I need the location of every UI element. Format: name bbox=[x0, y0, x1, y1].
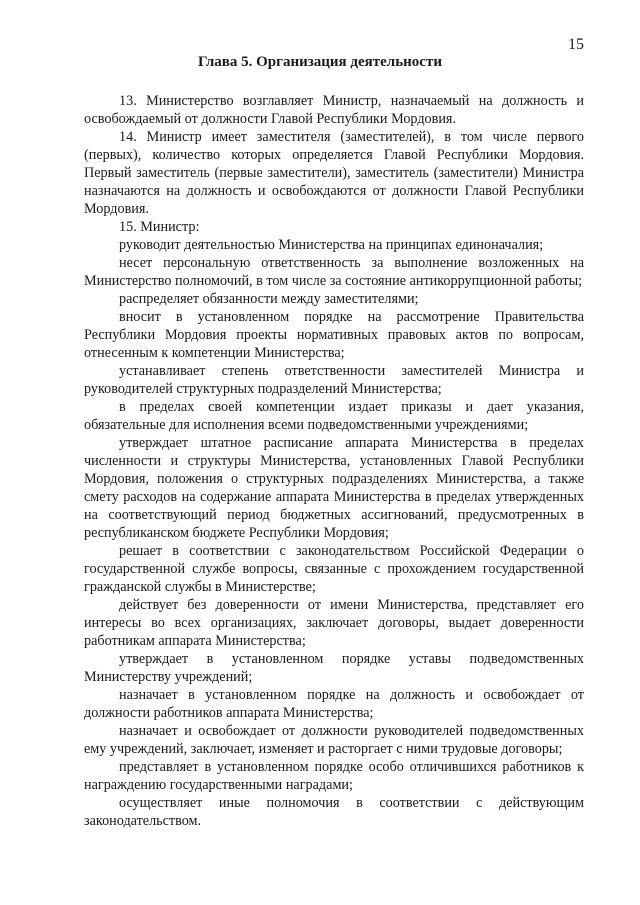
list-item: руководит деятельностью Министерства на принципах единоначалия; bbox=[119, 237, 544, 253]
list-item: представляет в установленном порядке особо отличившихся работников к награждению государственными наградами; bbox=[84, 759, 584, 793]
paragraph-14: 14. Министр имеет заместителя (заместителей), в том числе первого (первых), количество которых определяется Главой Республики Мордовия. Первый заместитель (первые заместители), заместитель (заместители) Министра назначаются на должность и освобождаются от должности Главой Республики Мордовия. bbox=[84, 129, 584, 217]
list-item: осуществляет иные полномочия в соответствии с действующим законодательством. bbox=[84, 795, 584, 829]
list-item: в пределах своей компетенции издает приказы и дает указания, обязательные для исполнения всеми подведомственными учреждениями; bbox=[84, 399, 584, 433]
list-item: распределяет обязанности между заместителями; bbox=[119, 291, 419, 307]
list-item: утверждает в установленном порядке уставы подведомственных Министерству учреждений; bbox=[84, 651, 584, 685]
list-item: несет персональную ответственность за выполнение возложенных на Министерство полномочий, в том числе за состояние антикоррупционной работы; bbox=[84, 255, 584, 289]
list-item: действует без доверенности от имени Министерства, представляет его интересы во всех организациях, заключает договоры, выдает доверенности работникам аппарата Министерства; bbox=[84, 597, 584, 649]
paragraph-13: 13. Министерство возглавляет Министр, назначаемый на должность и освобождаемый от должности Главой Республики Мордовия. bbox=[84, 93, 584, 127]
chapter-title: Глава 5. Организация деятельности bbox=[198, 54, 442, 70]
list-item: устанавливает степень ответственности заместителей Министра и руководителей структурных подразделений Министерства; bbox=[84, 363, 584, 397]
list-item: решает в соответствии с законодательством Российской Федерации о государственной службе вопросы, связанные с прохождением государственной гражданской службы в Министерстве; bbox=[84, 543, 584, 595]
list-item: назначает и освобождает от должности руководителей подведомственных ему учреждений, заключает, изменяет и расторгает с ними трудовые договоры; bbox=[84, 723, 584, 757]
paragraph-15-intro: 15. Министр: bbox=[119, 219, 200, 235]
list-item: утверждает штатное расписание аппарата Министерства в пределах численности и структуры Министерства, установленных Главой Республики Мордовия, положения о структурных подразделениях Министерства, а также смету расходов на содержание аппарата Министерства в пределах утвержденных на соответствующий период бюджетных ассигнований, предусмотренных в республиканском бюджете Республики Мордовия; bbox=[84, 435, 584, 541]
list-item: назначает в установленном порядке на должность и освобождает от должности работников аппарата Министерства; bbox=[84, 687, 584, 721]
list-item: вносит в установленном порядке на рассмотрение Правительства Республики Мордовия проекты нормативных правовых актов по вопросам, отнесенным к компетенции Министерства; bbox=[84, 309, 584, 361]
page-number: 15 bbox=[568, 36, 584, 53]
body-text bbox=[84, 92, 584, 830]
